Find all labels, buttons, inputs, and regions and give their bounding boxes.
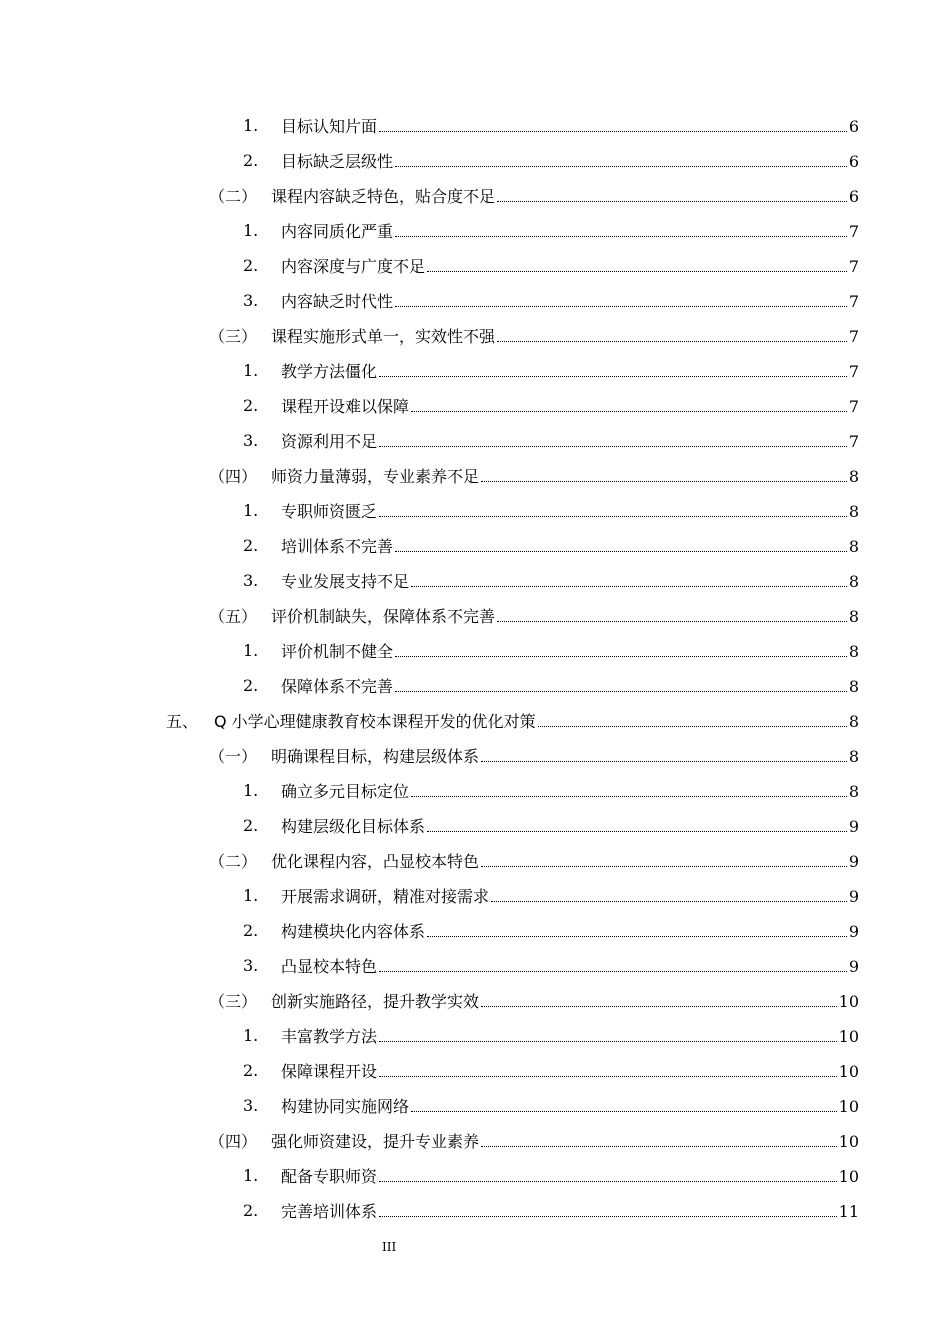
toc-entry[interactable] [0, 808, 950, 843]
toc-entry-title: 丰富教学方法 [281, 1027, 378, 1046]
toc-entry-number: 1. [243, 501, 259, 520]
toc-entry-page: 8 [848, 677, 859, 696]
toc-entry[interactable] [0, 528, 950, 563]
toc-entry-page: 7 [848, 432, 859, 451]
toc-entry-page: 6 [848, 187, 859, 206]
dot-leader [379, 1181, 837, 1182]
toc-entry-body [271, 604, 859, 627]
toc-entry-title: 目标认知片面 [281, 117, 378, 136]
toc-entry-page: 6 [848, 117, 859, 136]
toc-entry[interactable] [0, 213, 950, 248]
dot-leader [379, 1041, 837, 1042]
toc-entry-number: （三） [209, 327, 258, 346]
toc-entry-title: 保障课程开设 [281, 1062, 378, 1081]
toc-entry-body [281, 954, 859, 977]
toc-entry-number: 2. [243, 921, 259, 940]
toc-entry-number: 2. [243, 256, 259, 275]
dot-leader [427, 831, 847, 832]
toc-entry-page: 11 [838, 1202, 859, 1221]
toc-entry-page: 7 [848, 327, 859, 346]
toc-entry-number: 2. [243, 396, 259, 415]
toc-entry-body [281, 569, 859, 592]
toc-entry-title: 构建层级化目标体系 [281, 817, 426, 836]
toc-entry[interactable] [0, 563, 950, 598]
toc-entry[interactable] [0, 633, 950, 668]
toc-entry-title: 确立多元目标定位 [281, 782, 410, 801]
toc-entry-title: 配备专职师资 [281, 1167, 378, 1186]
toc-entry[interactable] [0, 773, 950, 808]
toc-entry-body [281, 814, 859, 837]
dot-leader [481, 1006, 837, 1007]
toc-entry-title: 评价机制缺失，保障体系不完善 [271, 607, 496, 626]
toc-entry-title: 明确课程目标，构建层级体系 [271, 747, 480, 766]
toc-entry[interactable] [0, 1193, 950, 1228]
toc-entry-number: 3. [243, 291, 259, 310]
toc-entry-body [281, 114, 859, 137]
toc-entry-title: 构建协同实施网络 [281, 1097, 410, 1116]
toc-entry[interactable] [0, 318, 950, 353]
toc-entry-number: （二） [209, 187, 258, 206]
toc-entry[interactable] [0, 283, 950, 318]
dot-leader [395, 656, 847, 657]
toc-entry-page: 7 [848, 292, 859, 311]
toc-entry-page: 10 [838, 1062, 859, 1081]
toc-entry-number: 3. [243, 956, 259, 975]
toc-entry-page: 9 [848, 887, 859, 906]
dot-leader [481, 481, 847, 482]
dot-leader [427, 271, 847, 272]
toc-entry[interactable] [0, 108, 950, 143]
toc-entry-page: 8 [848, 502, 859, 521]
toc-entry-body [281, 1164, 859, 1187]
dot-leader [497, 341, 847, 342]
dot-leader [395, 306, 847, 307]
toc-entry-number: 3. [243, 571, 259, 590]
dot-leader [481, 1146, 837, 1147]
toc-entry-page: 8 [848, 607, 859, 626]
toc-entry-body [281, 289, 859, 312]
page-number-footer: III [382, 1240, 397, 1254]
table-of-contents [0, 108, 950, 1228]
toc-entry-page: 10 [838, 1027, 859, 1046]
toc-entry-number: 1. [243, 116, 259, 135]
toc-entry-title: 师资力量薄弱，专业素养不足 [271, 467, 480, 486]
toc-entry-page: 10 [838, 1097, 859, 1116]
toc-entry[interactable] [0, 178, 950, 213]
toc-entry-page: 6 [848, 152, 859, 171]
toc-entry-page: 10 [838, 1167, 859, 1186]
toc-entry[interactable] [0, 843, 950, 878]
toc-entry-body [281, 1059, 859, 1082]
toc-entry-title: 保障体系不完善 [281, 677, 394, 696]
toc-entry[interactable] [0, 248, 950, 283]
toc-entry-body [281, 534, 859, 557]
toc-entry-number: 1. [243, 781, 259, 800]
toc-entry-body [281, 149, 859, 172]
toc-entry-number: 2. [243, 1201, 259, 1220]
toc-entry-body [271, 184, 859, 207]
dot-leader [411, 796, 847, 797]
toc-entry-body [281, 359, 859, 382]
toc-entry-page: 9 [848, 922, 859, 941]
toc-entry-title: 构建模块化内容体系 [281, 922, 426, 941]
toc-entry-page: 8 [848, 782, 859, 801]
toc-entry-title: 内容缺乏时代性 [281, 292, 394, 311]
dot-leader [379, 1216, 837, 1217]
dot-leader [379, 376, 847, 377]
toc-entry-title: 优化课程内容，凸显校本特色 [271, 852, 480, 871]
toc-entry-body [271, 324, 859, 347]
toc-entry-page: 8 [848, 712, 859, 731]
toc-entry[interactable] [0, 423, 950, 458]
toc-entry-body [281, 779, 859, 802]
toc-entry-page: 7 [848, 222, 859, 241]
toc-entry-number: 五、 [166, 712, 199, 731]
toc-entry-number: （三） [209, 992, 258, 1011]
toc-entry-title: 凸显校本特色 [281, 957, 378, 976]
toc-entry-page: 9 [848, 817, 859, 836]
toc-entry-body [281, 394, 859, 417]
dot-leader [411, 411, 847, 412]
toc-entry-title: 完善培训体系 [281, 1202, 378, 1221]
toc-entry-body [281, 674, 859, 697]
toc-entry-body [271, 849, 859, 872]
toc-entry-page: 9 [848, 852, 859, 871]
toc-entry[interactable] [0, 1088, 950, 1123]
toc-entry-body [271, 1129, 859, 1152]
toc-entry-body [281, 919, 859, 942]
dot-leader [395, 551, 847, 552]
toc-entry[interactable] [0, 1158, 950, 1193]
toc-entry-body [271, 989, 859, 1012]
toc-entry-number: 1. [243, 641, 259, 660]
toc-entry-number: （五） [209, 607, 258, 626]
toc-entry-body [281, 219, 859, 242]
toc-entry-number: 1. [243, 221, 259, 240]
toc-entry-number: 1. [243, 886, 259, 905]
toc-entry-body [281, 254, 859, 277]
toc-entry-title: 目标缺乏层级性 [281, 152, 394, 171]
dot-leader [427, 936, 847, 937]
toc-entry-page: 7 [848, 362, 859, 381]
toc-entry-number: 1. [243, 1026, 259, 1045]
toc-entry-page: 8 [848, 642, 859, 661]
toc-entry-page: 9 [848, 957, 859, 976]
dot-leader [481, 761, 847, 762]
toc-entry-number: （一） [209, 747, 258, 766]
toc-entry[interactable] [0, 738, 950, 773]
toc-entry-title: 专职师资匮乏 [281, 502, 378, 521]
toc-entry[interactable] [0, 353, 950, 388]
toc-entry-title: 强化师资建设，提升专业素养 [271, 1132, 480, 1151]
toc-entry[interactable] [0, 143, 950, 178]
toc-entry-body [281, 1024, 859, 1047]
toc-entry-title: 课程实施形式单一，实效性不强 [271, 327, 496, 346]
dot-leader [379, 1076, 837, 1077]
toc-entry-title: 课程内容缺乏特色，贴合度不足 [271, 187, 496, 206]
toc-entry-body [271, 744, 859, 767]
dot-leader [379, 971, 847, 972]
dot-leader [411, 586, 847, 587]
toc-entry[interactable] [0, 913, 950, 948]
toc-entry-title: 评价机制不健全 [281, 642, 394, 661]
dot-leader [538, 726, 847, 727]
dot-leader [395, 691, 847, 692]
toc-entry-body [281, 1199, 859, 1222]
toc-entry-number: （四） [209, 1132, 258, 1151]
dot-leader [497, 201, 847, 202]
toc-entry[interactable] [0, 1123, 950, 1158]
toc-entry[interactable] [0, 493, 950, 528]
toc-entry-title: 资源利用不足 [281, 432, 378, 451]
toc-entry-number: 3. [243, 431, 259, 450]
toc-entry-body [281, 884, 859, 907]
toc-entry-number: 2. [243, 536, 259, 555]
toc-entry-number: 2. [243, 1061, 259, 1080]
toc-entry-title: 培训体系不完善 [281, 537, 394, 556]
toc-entry-title: 创新实施路径，提升教学实效 [271, 992, 480, 1011]
toc-entry-title: 开展需求调研，精准对接需求 [281, 887, 490, 906]
dot-leader [481, 866, 847, 867]
toc-entry-number: 2. [243, 816, 259, 835]
toc-entry[interactable] [0, 878, 950, 913]
toc-entry[interactable] [0, 703, 950, 738]
toc-entry-number: （二） [209, 852, 258, 871]
toc-entry-page: 10 [838, 992, 859, 1011]
toc-entry-title: 课程开设难以保障 [281, 397, 410, 416]
toc-entry-number: 3. [243, 1096, 259, 1115]
toc-entry-page: 8 [848, 572, 859, 591]
toc-entry-body [281, 639, 859, 662]
dot-leader [395, 236, 847, 237]
toc-entry-page: 8 [848, 537, 859, 556]
toc-entry-title: 内容同质化严重 [281, 222, 394, 241]
toc-entry-page: 8 [848, 747, 859, 766]
toc-entry[interactable] [0, 598, 950, 633]
toc-entry-title: 教学方法僵化 [281, 362, 378, 381]
dot-leader [379, 131, 847, 132]
toc-entry-number: 1. [243, 1166, 259, 1185]
dot-leader [379, 516, 847, 517]
dot-leader [497, 621, 847, 622]
toc-entry-body [271, 464, 859, 487]
toc-entry[interactable] [0, 948, 950, 983]
dot-leader [491, 901, 847, 902]
toc-entry-title: Q 小学心理健康教育校本课程开发的优化对策 [214, 712, 536, 731]
toc-entry-page: 7 [848, 397, 859, 416]
toc-entry-number: 1. [243, 361, 259, 380]
toc-entry-body [281, 429, 859, 452]
dot-leader [411, 1111, 837, 1112]
toc-entry-title: 专业发展支持不足 [281, 572, 410, 591]
dot-leader [395, 166, 847, 167]
toc-entry-body [214, 709, 859, 732]
toc-entry-number: 2. [243, 151, 259, 170]
toc-entry-title: 内容深度与广度不足 [281, 257, 426, 276]
toc-entry[interactable] [0, 388, 950, 423]
toc-entry[interactable] [0, 1053, 950, 1088]
dot-leader [379, 446, 847, 447]
toc-entry[interactable] [0, 983, 950, 1018]
toc-entry[interactable] [0, 668, 950, 703]
toc-entry-number: （四） [209, 467, 258, 486]
toc-entry-page: 8 [848, 467, 859, 486]
toc-entry-body [281, 1094, 859, 1117]
toc-entry[interactable] [0, 458, 950, 493]
toc-entry-body [281, 499, 859, 522]
toc-entry-page: 7 [848, 257, 859, 276]
toc-entry[interactable] [0, 1018, 950, 1053]
toc-entry-page: 10 [838, 1132, 859, 1151]
toc-entry-number: 2. [243, 676, 259, 695]
